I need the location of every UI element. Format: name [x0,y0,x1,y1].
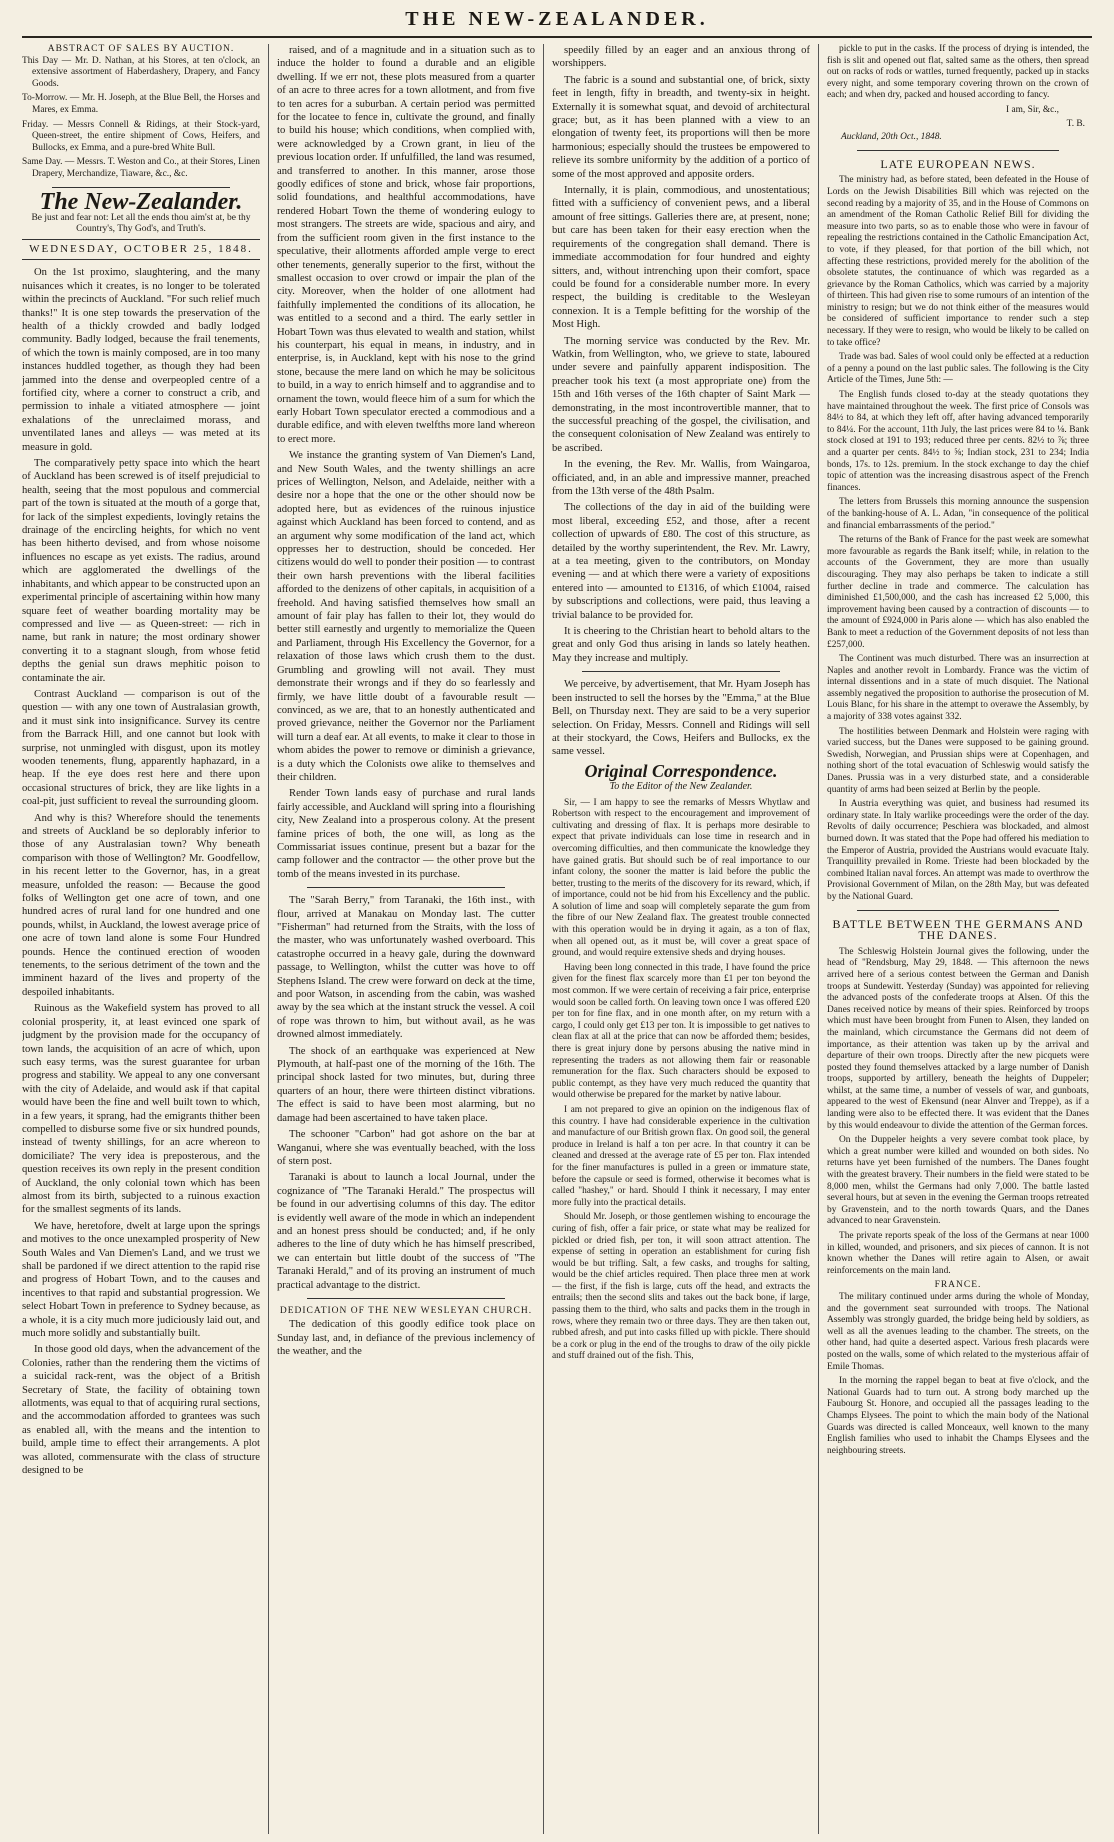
column-1 [22,44,260,1834]
auction-item: Friday. — Messrs Connell & Ridings, at their Stock-yard, Queen-street, the entire shipment of Cows, Heifers, and Bullocks, ex Emma, and a pure-bred White Bull. [22,119,260,153]
news-paragraph: It is cheering to the Christian heart to behold altars to the great and only God thus arising in lands so lately heathen. May they increase and multiply. [552,626,810,664]
abstract-title: ABSTRACT OF SALES BY AUCTION. [47,44,235,54]
news-paragraph: In the morning the rappel began to beat at five o'clock, and the National Guards had to turn out. A strong body marched up the Faubourg St. Honore, and occupied all the passages leading to the Champs Elysees. The point to which the main body of the National Guards was directed is called Monceaux, well known to the many English families who used to inhabit the Champs Elysees and the neighbouring streets. [827,1376,1089,1456]
dateline: WEDNESDAY, OCTOBER 25, 1848. [22,239,260,260]
correspondence-title: Original Correspondence. [584,760,778,781]
battle-title: BATTLE BETWEEN THE GERMANS AND THE DANES. [832,916,1084,943]
auction-item: Same Day. — Messrs. T. Weston and Co., at their Stores, Linen Drapery, Merchandize, Tiaware, &c., &c. [22,157,260,179]
column-rule [543,44,544,1834]
editorial-paragraph: We have, heretofore, dwelt at large upon the springs and motives to the once unexampled prosperity of New South Wales and Van Diemen's Land, and we trust we shall be pardoned if we direct attention to the rapid rise and progress of Hobart Town, and to the causes and incentives to that rapid and substantial progression. We select Hobart Town in preference to Sydney because, as a whole, it is a city much more judiciously laid out, and much more solidly and substantially built. [22,1220,260,1340]
letter-paragraph: Sir, — I am happy to see the remarks of Messrs Whytlaw and Robertson with respect to the encouragement and improvement of cultivating and dressing of flax. It is perhaps more desirable to expect that private individuals can lose time in research and in overcoming difficulties, and then communicate the knowledge they have gained gratis. But should such be of real importance to our infant colony, the sooner the matter is laid before the public the better, trusting to the merits of the discovery for its reward, which, if of importance, could not be hid from his Excellency and the public. A solution of lime and soap will completely separate the gum from the fibre of our New Zealand flax. The greatest trouble connected with this operation would be in drying it again, as a ton of flax, when all opened out, as it must be, will cover a great space of ground, and would require extensive sheds and drying houses. [552,797,810,959]
top-rule [22,36,1092,38]
auction-item: This Day — Mr. D. Nathan, at his Stores, at ten o'clock, an extensive assortment of Haberdashery, Drapery, and Fancy Goods. [22,55,260,89]
letter-place-date: Auckland, 20th Oct., 1848. [841,132,942,143]
auction-item: To-Morrow. — Mr. H. Joseph, at the Blue Bell, the Horses and Mares, ex Emma. [22,93,260,115]
motto: Be just and fear not: Let all the ends thou aim'st at, be thy Country's, Thy God's, and Truth's. [31,212,251,234]
news-paragraph: Taranaki is about to launch a local Journal, under the cognizance of "The Taranaki Herald." The prospectus will be found in our advertising columns of this day. The editor is evidently well aware of the mode in which an independent and an honest press should be conducted; and, if he only adheres to the line of duty which he has himself prescribed, we can entertain but little doubt of the success of "The Taranaki Herald," and of its proving an instrument of much practical advantage to the district. [277,1172,535,1291]
editorial-paragraph: Contrast Auckland — comparison is out of the question — with any one town of Australasian growth, and it must sink into insignificance. Survey its centre from the Barrack Hill, and one cannot but look with surprise, not unmingled with disgust, upon its motley wooden tenements, flung, apparently haphazard, in a heap. If the eye does rest here and there upon occasional structures of brick, they are like lights in a coal-pit, just sufficient to reveal the surrounding gloom. [22,688,260,808]
news-paragraph: The military continued under arms during the whole of Monday, and the government seat surrounded with troops. The National Assembly was strongly guarded, the bridge being held by soldiers, as well as all the avenues leading to the chamber. The streets, on the other hand, had quite a deserted aspect. Various fresh placards were posted on the walls, some of which related to the mysterious affair of Emile Thomas. [827,1291,1089,1372]
column-3 [552,44,810,1834]
news-paragraph: The letters from Brussels this morning announce the suspension of the banking-house of A. L. Adan, "in consequence of the political and financial embarrassments of the period." [827,497,1089,531]
editorial-paragraph: The comparatively petty space into which the heart of Auckland has been screwed is of itself prejudicial to health, seeing that the most populous and commercial part of the town is situated at the mouth of a gorge that, for lack of the simplest expedients, lovingly retains the drainage of the encircling heights, for which no vent has been hitherto devised, and from whose noisome influences no escape as yet exists. The radius, around which are agglomerated the dwellings of the inhabitants, and which appear to be constructed upon an experimental principle of ascertaining within how many square feet of weather boarding mortality may be compressed and live — as Queen-street: — rich in name, but rank in nature; the most ordinary shower converting it to a stagnant slough, from whose fetid depths the genial sun draws mephitic poison to contaminate the air. [22,458,260,684]
divider [307,887,505,888]
editorial-paragraph: And why is this? Wherefore should the tenements and streets of Auckland be so deplorably inferior to those of any Australasian town? Why beneath comparison with those of Wellington? Mr. Goodfellow, in his recent letter to the Governor, has, in a great measure, unfolded the reason: — Because the good folks of Wellington get one acre of town, and one hundred acres of rural land for one hundred and one pounds, whilst, in Auckland, the lowest average price of one acre of town land alone is some Four Hundred pounds. Hence the continued erection of wooden tenements, to the serious detriment of the town and the imminent hazard of the lives and property of the despoiled inhabitants. [22,812,260,998]
news-paragraph: The returns of the Bank of France for the past week are somewhat more favourable as regards the Bank itself; while, in relation to the accounts of the Government, they are more than usually discouraging. They may also perhaps be taken to indicate a still further decline in trade and commerce. The calculation has diminished £1,500,000, and the cash has increased £2 5,000, this improvement having been caused by a contraction of discounts — to the amount of £924,000 in Paris alone — which has also enabled the Bank to meet a reduction of the Government deposits of not less than £257,000. [827,535,1089,650]
divider [307,1298,505,1299]
editorial-paragraph: raised, and of a magnitude and in a situation such as to induce the holder to found a durable and an eligible dwelling. If we err not, these plots measured from a quarter of an acre to three acres for a town allotment, and from five to ten acres for a suburban. A certain period was permitted for the locatee to fence in, cultivate the ground, and finally to build his house; which conditions, when complied with, were acknowledged by a Crown grant, in lieu of the previous location order. If unfulfilled, the land was resumed, and transferred to another. In this manner, arose those goodly edifices of stone and brick, whose fair proportions, solid foundations, and healthful accommodations, have rendered Hobart Town the theme of wondering eulogy to most strangers. The streets are wide, spacious and airy, and from the sufficient room given in the first instance to the speculative, their allotments afforded ample verge to erect other tenements, generally superior to the first, without the smallest occasion to over crowd or impair the plan of the city. Moreover, when the holder of one allotment had faithfully implemented the conditions of its allocation, he was entitled to a second and a third. The early settler in Hobart Town was thus elevated to wealth and station, whilst his counterpart, his equal in means, in industry, and in enterprise, is, in Auckland, kept with his nose to the grind stone, because the mere land on which he may be solicitous to build, in a way to enrich himself and to aggrandise and to ornament the town, would fleece him of a sum for which the early Hobart Town speculator erected a commodious and a durable edifice, and with eleven twelfths more land whereon to erect more. [277,45,535,445]
news-paragraph: In Austria everything was quiet, and business had resumed its ordinary state. In Italy warlike proceedings were the order of the day. Revolts of daily occurrence; Peschiera was blockaded, and almost burned down. It was stated that the Pope had offered his mediation to the Emperor of Austria, provided the Austrians would evacuate Italy. Tranquillity prevailed in Rome. Trieste had been blockaded by the combined Italian naval forces. An attempt was made to overthrow the Provisional Government of Milan, on the 28th May, but was defeated by the National Guard. [827,799,1089,902]
news-paragraph: speedily filled by an eager and an anxious throng of worshippers. [552,45,810,70]
column-2 [277,44,535,1834]
news-paragraph: The schooner "Carbon" had got ashore on the bar at Wanganui, where she was eventually beached, with the loss of stern post. [277,1129,535,1167]
news-paragraph: The collections of the day in aid of the building were most liberal, exceeding £52, and those, after a recent collection of upwards of £80. The cost of this structure, as detailed by the worthy superintendent, the Rev. Mr. Lawry, at a tea meeting, given to the contributors, on Monday evening — and at which there were a variety of expositions entered into — amounted to £1316, of which £1004, raised by subscriptions and collections, were paid, thus leaving a trivial balance to be provided for. [552,502,810,621]
divider [582,671,780,672]
divider [857,150,1059,151]
france-title: FRANCE. [934,1280,982,1291]
news-paragraph: In the evening, the Rev. Mr. Wallis, from Waingaroa, officiated, and, in an able and impressive manner, preached from the 13th verse of the 48th Psalm. [552,459,810,497]
dedication-title: DEDICATION OF THE NEW WESLEYAN CHURCH. [279,1305,533,1316]
news-paragraph: The English funds closed to-day at the steady quotations they have maintained throughout the week. The first price of Consols was 84½ to 84, at which they left off, after having advanced temporarily to 84¼. For the account, 11th July, the last prices were 84 to ⅛. Bank stock closed at 191 to 193; reduced three per cents. 82½ to ⅞; three and a quarter per cents. 84½ to ⅝; Indian stock, 231 to 234; India bonds, 17s. to 12s. premium. In the stock exchange to day the chief topic of attention was the increasing disastrous aspect of the French finances. [827,390,1089,493]
letter-paragraph: I am not prepared to give an opinion on the indigenous flax of this country. I have had considerable experience in the cultivation and manufacture of our British grown flax. On good soil, the general produce in Ireland is half a ton per acre. In that country it can be cleaned and dressed at the average rate of £5 per ton. Flax intended for the finer manufactures is pulled in a green or immature state, before the capsule or seed is formed, otherwise it becomes what is called "hashey," or hard. Should I think it necessary, I may enter more fully into the practical details. [552,1104,810,1208]
editorial-paragraph: On the 1st proximo, slaughtering, and the many nuisances which it creates, is no longer to be tolerated within the precincts of Auckland. "For such relief much thanks!" It is one step towards the preservation of the health of a thickly crowded and badly lodged community. Badly lodged, because the frail tenements, of which the town is mainly composed, are in too many instances huddled together, as though they had been jammed into the dense and overpeopled centre of a fortified city, where a corner to construct a crib, and permission to inhale a vitiated atmosphere — joint exhalations of the unreclaimed morass, and unventilated lanes and alleys — was meted at its measure in gold. [22,267,260,453]
news-paragraph: The dedication of this goodly edifice took place on Sunday last, and, in defiance of the previous inclemency of the weather, and the [277,1319,535,1358]
letter-paragraph: Having been long connected in this trade, I have found the price given for the finest flax scarcely more than £1 per ton beyond the most common. If we were certain of receiving a fair price, enterprise would soon be called forth. On leaving town once I was offered £20 per ton for fine flax, and in one month after, on my return with a cargo, I could only get £13 per ton. It is impossible to get natives to clean flax at all at the price that can now be afforded them; besides, there is great injury done by persons abusing the native mind in representing the traders as not allowing them fair or reasonable remuneration for the flax. Such characters should be exposed to public contempt, as they have very much reduced the quantity that would otherwise be prepared for the market by native labour. [552,962,810,1101]
news-paragraph: Trade was bad. Sales of wool could only be effected at a reduction of a penny a pound on the last public sales. The following is the City Article of the Times, June 5th: — [827,352,1089,386]
news-paragraph: The private reports speak of the loss of the Germans at near 1000 in killed, wounded, and prisoners, and six pieces of cannon. It is not known whether the Danes will retire again to Alsen, or await reinforcements on the main land. [827,1231,1089,1276]
news-paragraph: The fabric is a sound and substantial one, of brick, sixty feet in length, fifty in breadth, and twenty-six in height. Externally it is somewhat squat, and devoid of architectural grace; but, as it has been planned with a view to an elongation of twenty feet, its proportions will then be more harmonious; especially should the trustees be empowered to relieve its sombre uniformity by the addition of a portico of some of the most approved and apposite orders. [552,74,810,180]
news-paragraph: The Schleswig Holstein Journal gives the following, under the head of "Rendsburg, May 29, 1848. — This afternoon the news arrived here of a serious contest between the German and Danish troops at Sundewitt. Yesterday (Sunday) was appointed for relieving the advanced posts of the confederate troops at Alsen. Of this the Danes received notice by means of their spies. Reinforced by troops which must have been brought from Funen to Alsen, they landed on the mainland, which circumstance the Germans did not deem of importance, as their attention was taken up by the arrival and departure of their own troops. Directly after the new picquets were posted they found themselves attacked by a large number of Danish troops, supported by artillery, beneath the heights of Duppeler; whilst, at the same time, a number of vessels of war, and gunboats, appeared to the west of Ekensund (near Alnver and Treppe), as if a landing were also to be effected there. It was evident that the Danes by this would endeavour to divide the attention of the German forces. [827,946,1089,1131]
letter-closing: I am, Sir, &c., [1006,104,1059,115]
letter-paragraph: Should Mr. Joseph, or those gentlemen wishing to encourage the curing of fish, offer a fair price, or state what may be realized for pickled or dried fish, per ton, it will soon attract attention. The expense of setting in operation an establishment for curing fish would be but trifling. Salt, a few casks, and troughs for salting, would be the chief articles required. Then place three men at work — the first, if the fish is large, cuts off the head, and extracts the entrails; then the second slits and takes out the back bone, if large, passing them to the third, who salts and packs them in the trough in rows, where they remain two or three days. They are then taken out, rubbed afresh, and put into casks filled up with pickle. There should be a cork or plug in the end of the troughs to draw of the oily pickle and stuff drained out of the fish. This, [552,1212,810,1362]
news-paragraph: The shock of an earthquake was experienced at New Plymouth, at half-past one of the morning of the 16th. The principal shock lasted for two minutes, but, during three quarters of an hour, there were thirteen distinct vibrations. The effect is said to have been most alarming, but no damage had been ascertained to have taken place. [277,1045,535,1124]
news-paragraph: On the Duppeler heights a very severe combat took place, by which a great number were killed and wounded on both sides. No returns have yet been furnished of the numbers. The Danes fought with the greatest bravery. Their numbers in the field were stated to be 8,000 men, whilst the Germans had only 7,000. The battle lasted several hours, but at seven in the evening the German troops retreated by Gravenstein, and to the north towards Quars, and the Danes advanced to near Gravenstein. [827,1135,1089,1227]
auction-list [22,56,260,181]
letter-initials: T. B. [1066,118,1085,129]
column-rule [818,44,819,1834]
news-paragraph: The ministry had, as before stated, been defeated in the House of Lords on the Jewish Disabilities Bill which was rejected on the second reading by a majority of 35, and in the House of Commons on an amendment of the Roman Catholic Relief Bill for dividing the measure into two parts, so as to enable those who were in favour of repealing the restrictions contained in the Catholic Emancipation Act, to vote, if they pleased, for that portion of the bill which, not affecting these restrictions, provided merely for the abolition of the obsolete statutes, the continuance of which was regarded as a grievance by the Roman Catholics, which was carried by a majority of thirteen. This had given rise to some rumours of an intention of the ministry to resign; but we do not think either of the measures would be considered of sufficient importance to render such a step necessary. If they were to resign, who would be likely to be called on to take office? [827,175,1089,348]
news-paragraph: The "Sarah Berry," from Taranaki, the 16th inst., with flour, arrived at Manakau on Monday last. The cutter "Fisherman" had returned from the Straits, with the loss of the master, who was unfortunately washed overboard. This catastrophe occurred in a heavy gale, during the downward passage, to Wellington, whilst the cutter was hove to off Stephens Island. The crew were forward on deck at the time, and poor Watson, in ascending from the cabin, was washed away by the sea which at the instant struck the vessel. A coil of rope was thrown to him, but without avail, as he was drowned almost immediately. [277,895,535,1041]
editorial-paragraph: Render Town lands easy of purchase and rural lands fairly accessible, and Auckland will spring into a flourishing city, New Zealand into a prosperous colony. At the present famine prices of both, the one will, as long as the Commissariat issues continue, present but a bazar for the camp follower and the contractor — the other prove but the tomb of the means invested in its purchase. [277,788,535,880]
paper-title: The New-Zealander. [39,188,243,215]
news-title: LATE EUROPEAN NEWS. [880,156,1036,171]
news-paragraph: The Continent was much disturbed. There was an insurrection at Naples and another revolt in Lombardy. France was the victim of internal dissentions and in a state of much disquiet. The National assembly negatived the proposition to authorise the prosecution of M. Louis Blanc, for his share in the attempt to overawe the Assembly, by a majority of 338 votes against 332. [827,654,1089,723]
letter-paragraph: pickle to put in the casks. If the process of drying is intended, the fish is slit and opened out flat, salted same as the others, then spread out on racks of rods or wattles, turned frequently, packed up in stacks every night, and some temporary covering thrown on the crown of each; and when dry, packed and housed according to fancy. [827,44,1089,101]
news-paragraph: We perceive, by advertisement, that Mr. Hyam Joseph has been instructed to sell the horses by the "Emma," at the Blue Bell, on Thursday next. They are said to be a very superior selection. On Friday, Messrs. Connell and Ridings will sell at their stockyard, the Cows, Heifers and Bullocks, ex the same vessel. [552,679,810,758]
correspondence-subtitle: To the Editor of the New Zealander. [609,781,753,793]
editorial-paragraph: Ruinous as the Wakefield system has proved to all colonial prosperity, it, at least evinced one spark of judgment by the provision made for the occupancy of town lands, the acquisition of an acre of which, upon such easy terms, was the surest guarantee for urban progress and stability. We appeal to any one conversant with the city of Adelaide, and would ask if that capital would have been the fine and well built town to which, in a few years, it sprang, had the emigrants thither been compelled to disburse some five or six hundred pounds, instead of twenty shillings, for an acre whereon to domiciliate? The very idea is preposterous, and the question receives its own reply in the present condition of Auckland, the only colonial town which has been almost from its birth, subjected to a ruinous exaction for the smallest segments of its lands. [22,1003,260,1216]
masthead: THE NEW-ZEALANDER. [405,8,709,30]
divider [52,187,230,188]
editorial-paragraph: In those good old days, when the advancement of the Colonies, rather than the rendering them the victims of a suicidal rack-rent, was the object of a British Secretary of State, the facility of obtaining town allotments, was equal to that of acquiring rural sections, and the accommodation afforded to grantees was such as enabled all, with the means and the intention to build, ample time to effect their arrangements. A plot was alloted, commensurate with the class of structure designed to be [22,1344,260,1477]
editorial-paragraph: We instance the granting system of Van Diemen's Land, and New South Wales, and the twenty shillings an acre prices of Wellington, Nelson, and Adelaide, neither with a desire nor a hope that the one or the other should now be adopted here, but as evidences of the ruinous injustice against which Auckland has been forced to contend, and as an argument why some modification of the land act, which oppresses her to destruction, should be conceded. Her citizens would do well to ponder their position — to contrast their own harsh preventions with the liberal facilities afforded to the denizens of other capitals, in acquisition of a freehold. And having satisfied themselves how small an amount of fair play has fallen to their lot, they would do better still earnestly and urgently to memorialize the Queen and Parliament, through His Excellency the Governor, for a relaxation of those laws which crush them to the dust. Grumbling and growling will not avail. They must demonstrate their wrongs and if they do so fearlessly and firmly, we have little doubt of a favourable result — convinced, as we are, that to an honestly authenticated and proved grievance, neither the Governor nor the Parliament will turn a deaf ear. At all events, to make it clear to those in whom abides the power to remove or diminish a grievance, is a duty which the Colonists owe alike to themselves and their children. [277,450,535,783]
divider [857,910,1059,911]
news-paragraph: The morning service was conducted by the Rev. Mr. Watkin, from Wellington, who, we grieve to state, laboured under severe and painfully apparent indisposition. The preacher took his text (a most appropriate one) from the 15th and 16th verses of the 16th chapter of Saint Mark — demonstrating, in the most incontrovertible manner, that to the successful preaching of the gospel, the civilisation, and the consequent colonisation of New Zealand was entirely to be ascribed. [552,335,810,454]
news-paragraph: Internally, it is plain, commodious, and unostentatious; fitted with a sufficiency of convenient pews, and a liberal amount of free sittings. Galleries there are, at present, none; but care has been taken for their easy erection when the requirements of the congregation shall demand. There is immediate accommodation for four hundred and eighty sitters, and, without intrenching upon their comfort, space could be found for a considerable number more. In every respect, the building is creditable to the Wesleyan connexion. It is a Temple befitting for the worship of the Most High. [552,185,810,331]
column-4 [827,44,1089,1834]
news-paragraph: The hostilities between Denmark and Holstein were raging with varied success, but the Danes were supposed to be gaining ground. Swedish, Norwegian, and Prussian ships were at Copenhagen, and nothing short of the total evacuation of Schleswig would satisfy the Danes. Prussia was in a very disturbed state, and a considerable quantity of arms had been seized at Berlin by the people. [827,726,1089,795]
column-rule [268,44,269,1834]
